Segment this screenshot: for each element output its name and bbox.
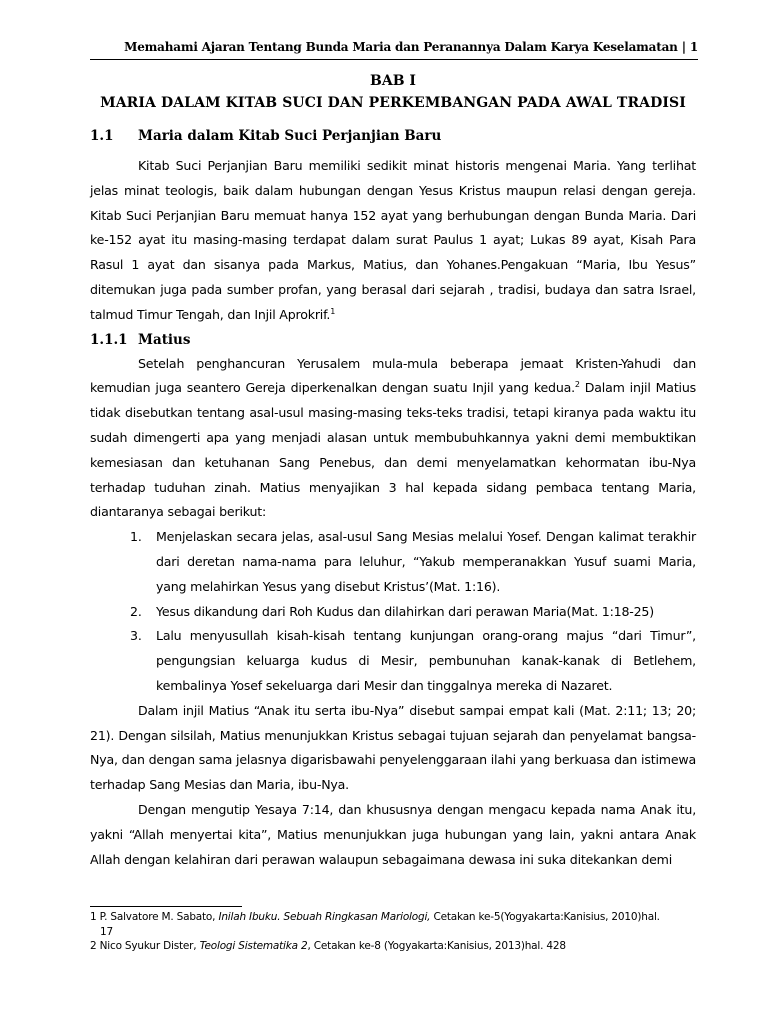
footnote-ref-2[interactable]: 2 xyxy=(574,380,580,390)
list-item-text: Yesus dikandung dari Roh Kudus dan dilahirkan dari perawan Maria(Mat. 1:18-25) xyxy=(156,603,654,619)
list-item-text: Menjelaskan secara jelas, asal-usul Sang Mesias melalui Yosef. Dengan kalimat terakhir dari deretan nama-nama para leluhur, “Yakub memperanakkan Yusuf suami Maria, yang melahirkan Yesus yang disebut Kristus’(Mat. 1:16). xyxy=(156,529,696,594)
footnote-ref-1[interactable]: 1 xyxy=(330,306,336,316)
section-heading-1-1 xyxy=(90,124,696,148)
subsection-number: 1.1.1 xyxy=(90,331,128,348)
paragraph-3: Dalam injil Matius “Anak itu serta ibu-Nya” disebut sampai empat kali (Mat. 2:11; 13; 20; 21). Dengan silsilah, Matius menunjukkan Kristus sebagai tujuan sejarah dan penyelamat bangsa-Nya, dan dengan sama jelasnya digarisbawahi penyelenggaraan ilahi yang berkuasa dan istimewa terhadap Sang Mesias dan Maria, ibu-Nya. xyxy=(90,702,696,793)
subsection-title: Matius xyxy=(138,331,191,348)
footnote-publication: Cetakan ke-5(Yogyakarta:Kanisius, 2010)hal. xyxy=(430,911,660,923)
list-item xyxy=(130,525,696,599)
paragraph-2 xyxy=(90,352,696,526)
chapter-title: MARIA DALAM KITAB SUCI DAN PERKEMBANGAN PADA AWAL TRADISI xyxy=(100,95,686,111)
footnote-2 xyxy=(90,939,700,954)
list-item-number: 1. xyxy=(130,529,142,545)
footnote-number: 2 xyxy=(90,940,97,952)
footnote-book-title: Inilah Ibuku. Sebuah Ringkasan Mariologi, xyxy=(218,911,431,923)
paragraph-2-text-b: Dalam injil Matius tidak disebutkan tentang asal-usul masing-masing teks-teks tradisi, tetapi kiranya pada waktu itu sudah dimengerti apa yang menjadi alasan untuk membubuhkannya yakni demi membuktikan kemesiasan dan ketuhanan Sang Penebus, dan demi menyelamatkan kehormatan ibu-Nya terhadap tuduhan zinah. Matius menyajikan 3 hal kepada sidang pembaca tentang Maria, diantaranya sebagai berikut: xyxy=(90,380,696,520)
footnotes xyxy=(90,910,700,954)
section-number: 1.1 xyxy=(90,128,114,144)
list-item xyxy=(130,624,696,698)
footnote-separator xyxy=(90,906,242,907)
chapter-label: BAB I xyxy=(370,73,416,89)
footnote-author: P. Salvatore M. Sabato, xyxy=(96,911,219,923)
paragraph-2-text-a: Setelah penghancuran Yerusalem mula-mula beberapa jemaat Kristen-Yahudi dan kemudian juga seantero Gereja diperkenalkan dengan suatu Injil yang kedua. xyxy=(90,355,696,396)
section-heading-1-1-1 xyxy=(90,328,696,352)
main-content xyxy=(90,70,696,872)
running-header xyxy=(90,40,698,60)
running-title: Memahami Ajaran Tentang Bunda Maria dan Peranannya Dalam Karya Keselamatan xyxy=(124,40,678,54)
paragraph-1-text: Kitab Suci Perjanjian Baru memiliki sedikit minat historis mengenai Maria. Yang terlihat jelas minat teologis, baik dalam hubungan dengan Yesus Kristus maupun relasi dengan gereja. Kitab Suci Perjanjian Baru memuat hanya 152 ayat yang berhubungan dengan Bunda Maria. Dari ke-152 ayat itu masing-masing terdapat dalam surat Paulus 1 ayat; Lukas 89 ayat, Kisah Para Rasul 1 ayat dan sisanya pada Markus, Matius, dan Yohanes.Pengakuan “Maria, Ibu Yesus” ditemukan juga pada sumber profan, yang berasal dari sejarah , tradisi, budaya dan satra Israel, talmud Timur Tengah, dan Injil Aprokrif. xyxy=(90,158,696,322)
header-separator: | xyxy=(681,40,686,54)
page-number: 1 xyxy=(689,40,698,54)
footnote-page-cont: 17 xyxy=(100,925,113,938)
footnote-book-title: Teologi Sistematika 2 xyxy=(199,940,308,952)
footnote-1 xyxy=(90,910,700,939)
list-item-text: Lalu menyusullah kisah-kisah tentang kunjungan orang-orang majus “dari Timur”, pengungsian keluarga kudus di Mesir, pembunuhan kanak-kanak di Betlehem, kembalinya Yosef sekeluarga dari Mesir dan tinggalnya mereka di Nazaret. xyxy=(156,628,696,693)
list-item xyxy=(130,600,696,625)
list-item-number: 3. xyxy=(130,628,142,644)
footnote-number: 1 xyxy=(90,911,97,923)
numbered-list xyxy=(90,525,696,699)
paragraph-1 xyxy=(90,154,696,328)
paragraph-4: Dengan mengutip Yesaya 7:14, dan khususnya dengan mengacu kepada nama Anak itu, yakni “Allah menyertai kita”, Matius menunjukkan juga hubungan yang lain, yakni antara Anak Allah dengan kelahiran dari perawan walaupun sebagaimana dewasa ini suka ditekankan demi xyxy=(90,801,696,867)
list-item-number: 2. xyxy=(130,603,142,619)
footnote-publication: , Cetakan ke-8 (Yogyakarta:Kanisius, 2013)hal. 428 xyxy=(307,940,566,952)
section-title: Maria dalam Kitab Suci Perjanjian Baru xyxy=(138,128,442,144)
footnote-author: Nico Syukur Dister, xyxy=(96,940,200,952)
